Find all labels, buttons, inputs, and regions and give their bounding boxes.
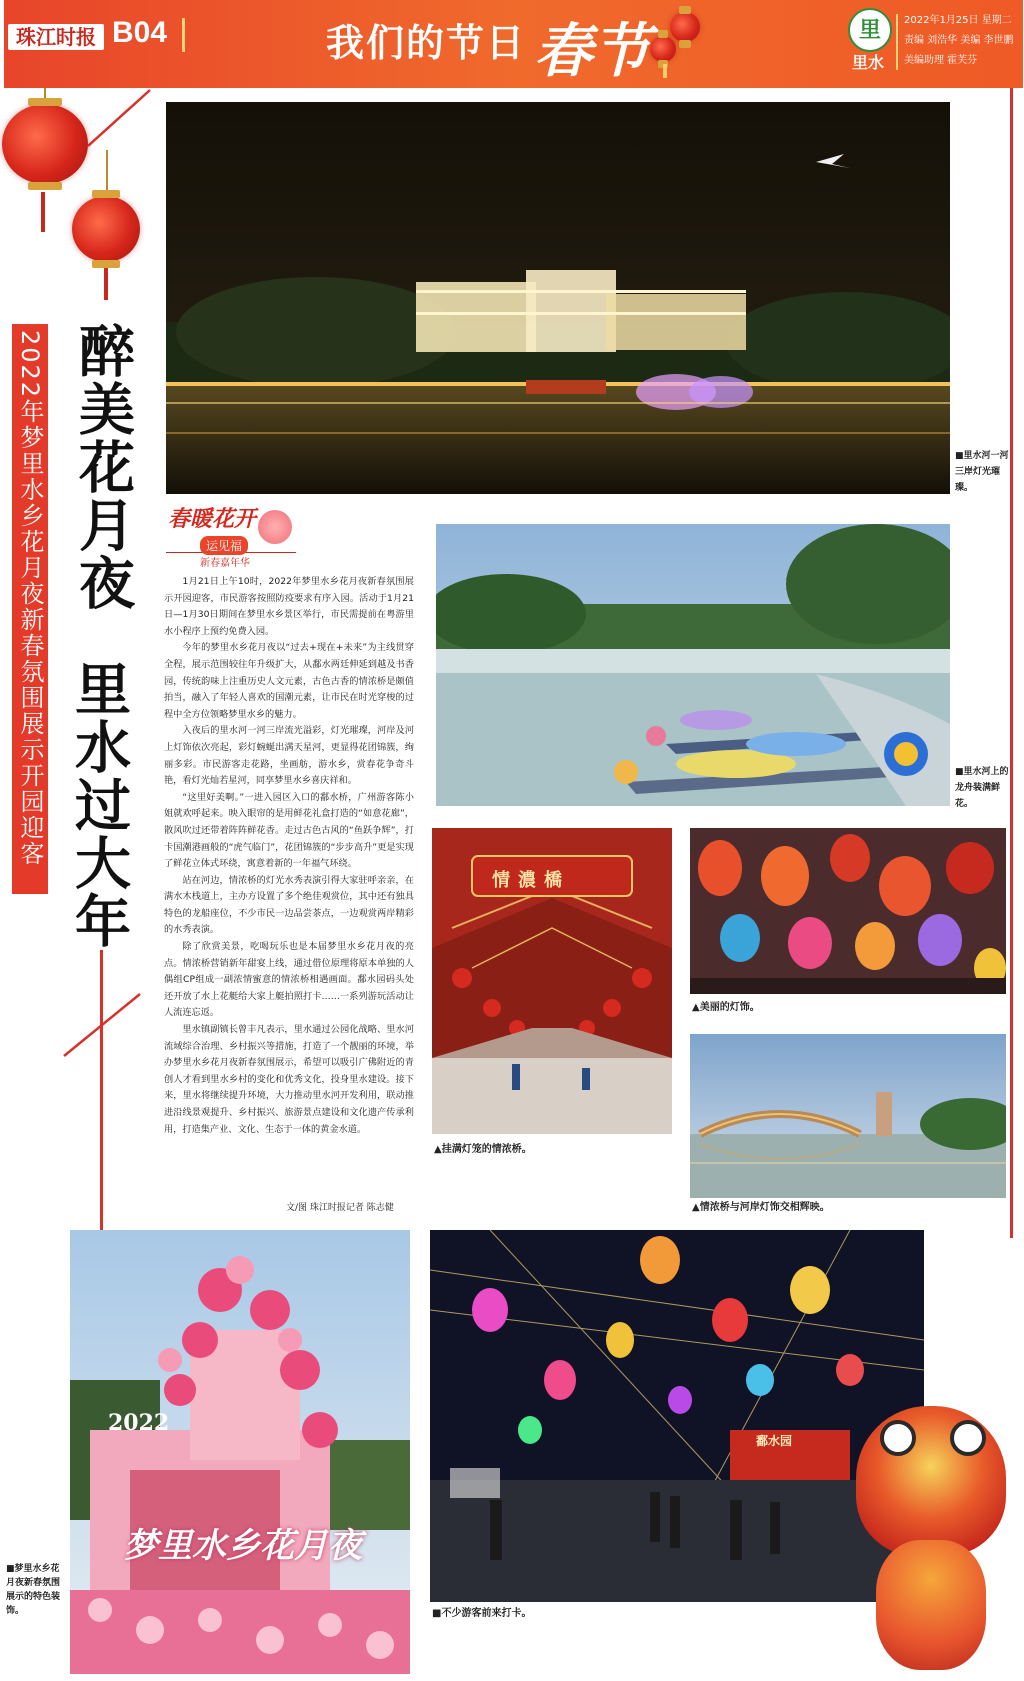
caption-arch-bridge: ▲情浓桥与河岸灯饰交相辉映。 [692, 1202, 830, 1213]
frame-line [1010, 88, 1013, 1238]
lantern-icon [2, 104, 88, 184]
side-banner-text: 2022年梦里水乡花月夜新春氛围展示开园迎客 [16, 330, 44, 868]
header-divider [896, 14, 898, 70]
frame-diagonal [80, 88, 180, 148]
lantern-icon [670, 12, 700, 42]
photo-night-river [166, 102, 950, 494]
lantern-string [106, 150, 108, 192]
article-paragraph: “这里好美啊。”一进入园区入口的鄱水桥，广州游客陈小姐就欢呼起来。映入眼帘的是用鲜花礼盒打造的“如意花廊”，散风吹过还带着阵阵鲜花香。走过古色古风的“鱼跃争辉”，打卡国潮港画般的“虎气临门”，花团锦簇的“步步高升”更是实现了鲜花立体式环绕，寓意着新的一年福气环绕。 [164, 791, 414, 870]
photo-dragon-boats [436, 524, 950, 806]
header-divider [182, 18, 185, 52]
photo-night-street [430, 1230, 924, 1602]
arch-bridge-scene [690, 1034, 1006, 1198]
lion-eye-icon [950, 1420, 986, 1456]
article-logo-badge: 运见福 [200, 536, 248, 555]
photo-arch-bridge [690, 1034, 1006, 1198]
article-body [164, 574, 414, 1138]
caption-flower-gate: ■梦里水乡花月夜新春氛围展示的特色装饰。 [6, 1564, 61, 1616]
page-number: B04 [112, 16, 168, 49]
masthead: 珠江时报 [8, 24, 104, 50]
festival-title: 春节 [534, 17, 651, 85]
night-river-scene [166, 102, 950, 494]
tassel-icon [41, 192, 45, 232]
article-paragraph: 里水镇副镇长曾丰凡表示，里水通过公园化战略、里水河流域综合治理、乡村振兴等措施，打造了一个靓丽的环境，举办梦里水乡花月夜新春氛围展示，希望可以吸引广佛附近的青创人才看到里水乡村的变化和优秀文化，投身里水建设。接下来，里水将继续提升环境，大力推动里水河开发利用，联动推进沿线景观提升、乡村振兴、旅游景点建设和文化遗产传承利用，打造集产业、文化、生态于一体的黄金水道。 [164, 1024, 414, 1135]
frame-diagonal [60, 990, 160, 1060]
article-byline: 文/图 珠江时报记者 陈志健 [286, 1203, 394, 1213]
article-logo-title: 春暖花开 [168, 506, 257, 532]
caption-lanterns: ▲美丽的灯饰。 [692, 1002, 760, 1013]
side-banner [12, 324, 48, 894]
night-street-gate-label: 鄱水园 [756, 1434, 793, 1448]
article-paragraph: 1月21日上午10时，2022年梦里水乡花月夜新春氛围展示开园迎客，市民游客按照防疫要求有序入园。活动于1月21日—1月30日期间在梦里水乡景区举行，市民需提前在粤游里水小程序上预约免费入园。 [164, 576, 414, 637]
town-logo: 里 [848, 8, 892, 52]
tassel-icon [104, 268, 108, 300]
article-logo-sub: 新春嘉年华 [200, 558, 250, 569]
dragon-boat-scene [436, 524, 950, 806]
section-title: 我们的节日 [326, 21, 527, 65]
lion-eye-icon [880, 1420, 916, 1456]
tiger-mascot-icon [876, 1540, 986, 1670]
tassel-icon [663, 64, 667, 78]
lantern-icon [72, 196, 140, 262]
town-logo-text: 里水 [852, 53, 885, 72]
night-street-scene [430, 1230, 924, 1602]
date-line: 2022年1月25日 星期二 [904, 15, 1012, 26]
article-paragraph: 除了欣赏美景，吃喝玩乐也是本届梦里水乡花月夜的亮点。情浓桥营销新年甜宴上线，通过借位原理将原本单独的人偶组CP组成一副浓情蜜意的情浓桥相遇画面。鄱水园码头处还开放了水上花艇给大家上艇拍照打卡……一系列游玩活动让人流连忘返。 [164, 941, 414, 1019]
photo-flower-gate [70, 1230, 410, 1674]
flower-gate-script: 梦里水乡花月夜 [124, 1526, 362, 1566]
caption-night-river: ■里水河一河三岸灯光璀璨。 [955, 451, 1009, 493]
article-paragraph: 入夜后的里水河一河三岸流光溢彩，灯光璀璨，河岸及河上灯饰依次亮起，彩灯蜿蜒出满天星河，更显得花团锦簇，绚丽多彩。市民游客走花路，坐画舫，游水乡，赏春花争奇斗艳，看灯光灿若星河，同享梦里水乡喜庆祥和。 [164, 725, 414, 787]
flower-gate-scene [70, 1230, 410, 1674]
main-title-1: 醉美花月夜 [70, 322, 136, 612]
lantern-display-scene [690, 828, 1006, 994]
caption-bridge-corridor: ▲挂满灯笼的情浓桥。 [434, 1144, 532, 1155]
lantern-icon [650, 36, 676, 62]
credit-editor: 责编 刘浩华 美编 李世鹏 [904, 35, 1014, 46]
main-title-2: 里水过大年 [66, 660, 132, 950]
article-paragraph: 站在河边，情浓桥的灯光水秀表演引得大家驻呼亲亲，在满水木栈道上，主办方设置了多个绝佳观赏位，其中还有独具特色的龙船座位，不少市民一边品尝茶点，一边观赏两岸精彩的水秀表演。 [164, 874, 414, 936]
caption-night-street: ■不少游客前来打卡。 [432, 1608, 532, 1619]
photo-lanterns [690, 828, 1006, 994]
peach-blossom-icon [258, 510, 292, 544]
bridge-plaque: 情濃橋 [492, 870, 570, 891]
flower-gate-year: 2022 [108, 1410, 170, 1436]
article-paragraph: 今年的梦里水乡花月夜以“过去+现在+未来”为主线贯穿全程，展示范围较往年升级扩大，从鄱水两廷伸延到越及书香园，传统韵味上注重历史人文元素，古色古香的情浓桥是颇值拍当，融入了年轻人喜欢的国潮元素，让市民在时光穿梭的过程中全方位领略梦里水乡的魅力。 [164, 642, 414, 720]
credit-assistant: 美编助理 霍芙芬 [904, 55, 978, 66]
caption-dragon-boats: ■里水河上的龙舟装满鲜花。 [955, 767, 1009, 809]
